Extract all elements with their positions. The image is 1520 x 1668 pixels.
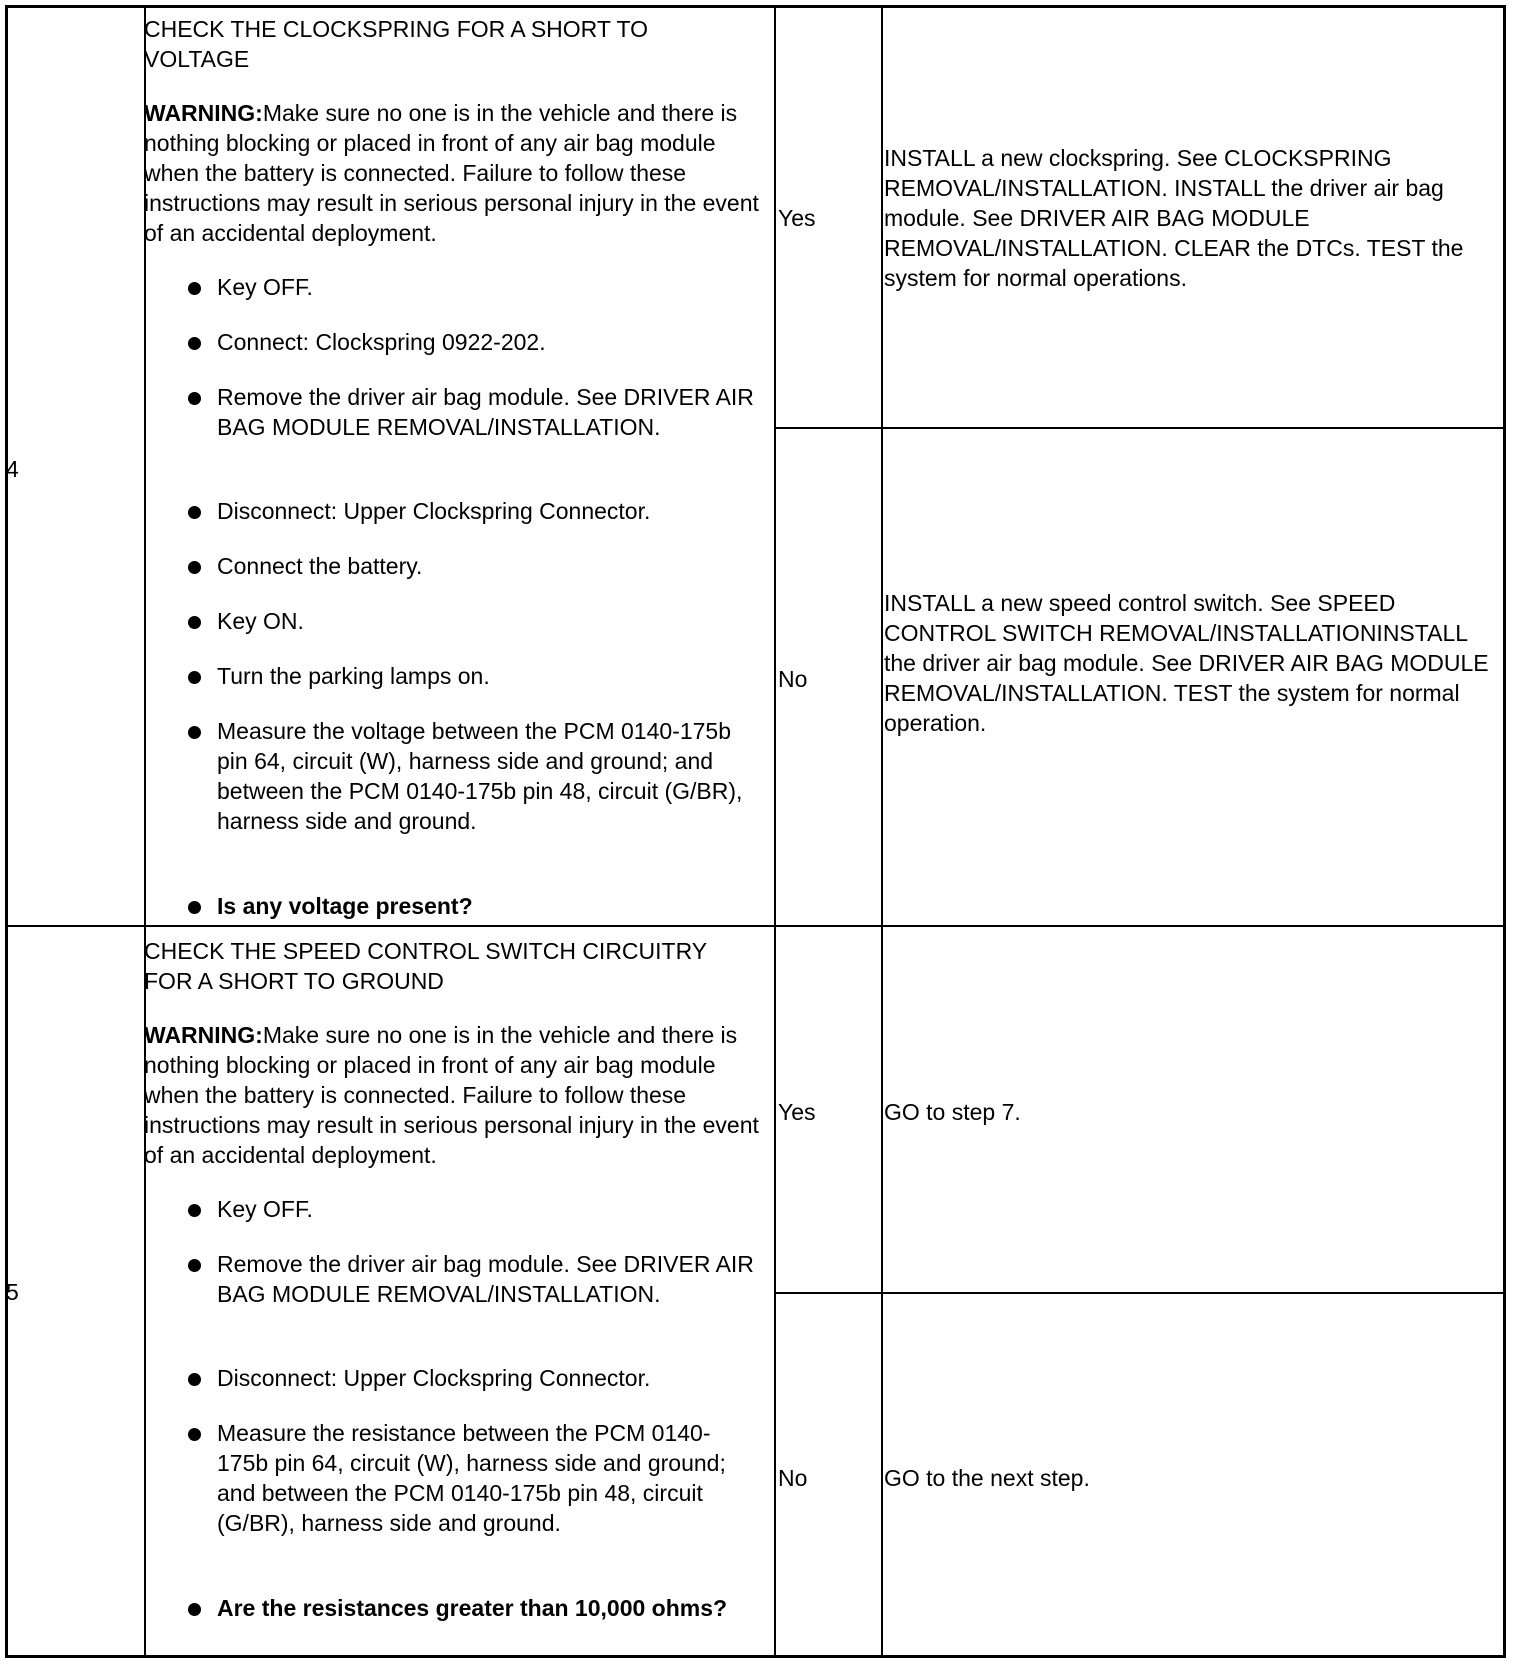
- bullet-icon: [188, 616, 201, 629]
- step-title: [144, 14, 764, 74]
- bullet-icon: [188, 506, 201, 519]
- step-title-line: VOLTAGE: [144, 46, 250, 72]
- warning-body: Make sure no one is in the vehicle and there is nothing blocking or placed in front of any air bag module when the battery is connected. Failure to follow these instructions may result in serious personal injury in the event of an accidental deployment.: [144, 1022, 759, 1168]
- column-divider: [774, 8, 776, 1655]
- no-action: INSTALL a new speed control switch. See SPEED CONTROL SWITCH REMOVAL/INSTALLATIONINSTALL the driver air bag module. See DRIVER AIR BAG MODULE REMOVAL/INSTALLATION. TEST the system for normal operation.: [884, 590, 1489, 736]
- list-item: Key OFF.: [217, 274, 313, 300]
- bullet-icon: [188, 282, 201, 295]
- list-item: Key ON.: [217, 608, 304, 634]
- yes-action: GO to step 7.: [884, 1099, 1021, 1125]
- no-label: No: [778, 1465, 808, 1491]
- list-item: Connect the battery.: [217, 553, 423, 579]
- step-title-line: FOR A SHORT TO GROUND: [144, 968, 444, 994]
- bullet-icon: [188, 726, 201, 739]
- warning-text: [144, 98, 764, 248]
- step-title-line: CHECK THE CLOCKSPRING FOR A SHORT TO: [144, 16, 648, 42]
- warning-text: [144, 1020, 764, 1170]
- yes-no-divider: [774, 427, 1503, 429]
- list-item: Key OFF.: [217, 1196, 313, 1222]
- yes-action: INSTALL a new clockspring. See CLOCKSPRING REMOVAL/INSTALLATION. INSTALL the driver air bag module. See DRIVER AIR BAG MODULE REMOVAL/INSTALLATION. CLEAR the DTCs. TEST the system for normal operations.: [884, 145, 1464, 291]
- step-title-line: CHECK THE SPEED CONTROL SWITCH CIRCUITRY: [144, 938, 708, 964]
- list-item: Disconnect: Upper Clockspring Connector.: [217, 498, 651, 524]
- bullet-icon: [188, 337, 201, 350]
- row-divider: [8, 925, 1503, 927]
- column-divider: [881, 8, 883, 1655]
- list-item: Connect: Clockspring 0922-202.: [217, 329, 546, 355]
- bullet-icon: [188, 901, 201, 914]
- warning-label: WARNING:: [144, 100, 263, 126]
- yes-no-divider: [774, 1292, 1503, 1294]
- step-title: [144, 936, 764, 996]
- step-number: 4: [6, 456, 19, 482]
- warning-label: WARNING:: [144, 1022, 263, 1048]
- list-item-question: Are the resistances greater than 10,000 ohms?: [217, 1595, 728, 1621]
- no-label: No: [778, 666, 808, 692]
- column-divider: [144, 8, 146, 1655]
- bullet-icon: [188, 1373, 201, 1386]
- warning-body: Make sure no one is in the vehicle and there is nothing blocking or placed in front of any air bag module when the battery is connected. Failure to follow these instructions may result in serious personal injury in the event of an accidental deployment.: [144, 100, 759, 246]
- list-item: Measure the voltage between the PCM 0140-175b pin 64, circuit (W), harness side and ground; and between the PCM 0140-175b pin 48, circuit (G/BR), harness side and ground.: [217, 718, 743, 834]
- step-number: 5: [6, 1279, 19, 1305]
- bullet-icon: [188, 392, 201, 405]
- bullet-icon: [188, 671, 201, 684]
- list-item: Remove the driver air bag module. See DRIVER AIR BAG MODULE REMOVAL/INSTALLATION.: [217, 384, 754, 440]
- bullet-icon: [188, 1259, 201, 1272]
- list-item: Measure the resistance between the PCM 0140-175b pin 64, circuit (W), harness side and ground; and between the PCM 0140-175b pin 48, circuit (G/BR), harness side and ground.: [217, 1420, 726, 1536]
- bullet-icon: [188, 561, 201, 574]
- bullet-icon: [188, 1603, 201, 1616]
- list-item: Turn the parking lamps on.: [217, 663, 490, 689]
- bullet-icon: [188, 1428, 201, 1441]
- yes-label: Yes: [778, 205, 816, 231]
- list-item-question: Is any voltage present?: [217, 893, 473, 919]
- yes-label: Yes: [778, 1099, 816, 1125]
- list-item: Remove the driver air bag module. See DRIVER AIR BAG MODULE REMOVAL/INSTALLATION.: [217, 1251, 754, 1307]
- list-item: Disconnect: Upper Clockspring Connector.: [217, 1365, 651, 1391]
- no-action: GO to the next step.: [884, 1465, 1090, 1491]
- bullet-icon: [188, 1204, 201, 1217]
